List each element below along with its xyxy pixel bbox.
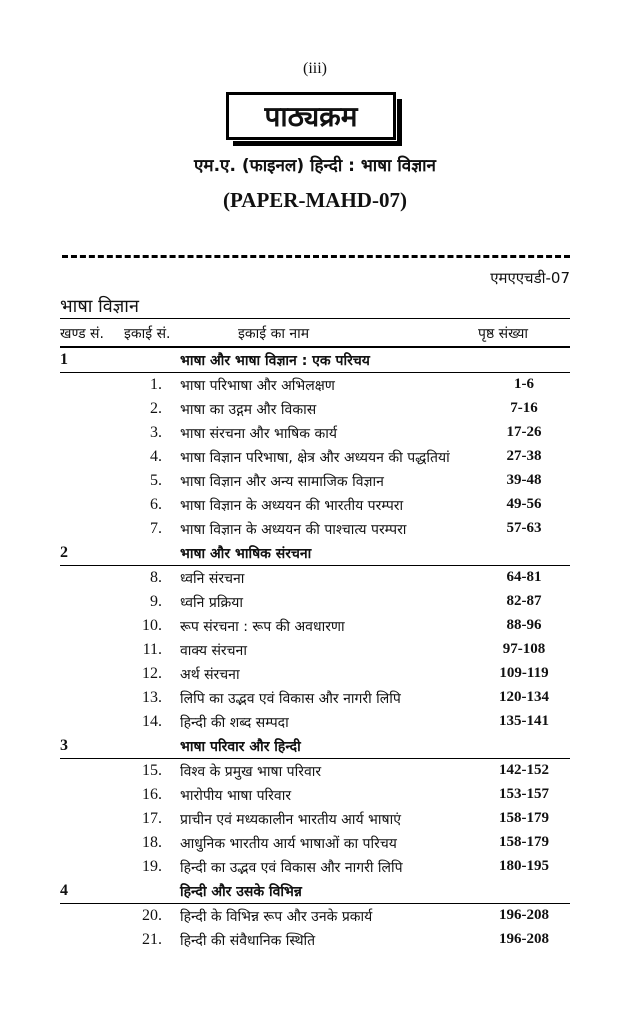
unit-number: 1. <box>150 376 162 393</box>
unit-name: हिन्दी की संवैधानिक स्थिति <box>180 933 316 949</box>
unit-row <box>60 831 570 855</box>
unit-pages: 64-81 <box>506 569 542 585</box>
unit-pages: 158-179 <box>499 834 549 850</box>
khand-row <box>60 541 570 566</box>
unit-name: लिपि का उद्भव एवं विकास और नागरी लिपि <box>180 691 401 707</box>
unit-number: 2. <box>150 400 162 417</box>
column-headers <box>60 324 570 346</box>
unit-pages: 196-208 <box>499 907 549 923</box>
unit-row <box>60 373 570 397</box>
khand-title: भाषा और भाषा विज्ञान : एक परिचय <box>180 353 370 369</box>
subtitle: एम.ए. (फाइनल) हिन्दी : भाषा विज्ञान <box>194 156 436 176</box>
unit-name: ध्वनि संरचना <box>180 571 245 587</box>
unit-pages: 1-6 <box>514 376 534 392</box>
unit-row <box>60 469 570 493</box>
unit-name: वाक्य संरचना <box>180 643 247 659</box>
unit-name: भाषा परिभाषा और अभिलक्षण <box>180 378 335 394</box>
khand-number: 2 <box>60 544 68 561</box>
unit-pages: 27-38 <box>506 448 542 464</box>
col-ikai-no: इकाई सं. <box>124 326 171 342</box>
paper-code: (PAPER-MAHD-07) <box>223 188 407 212</box>
title-box <box>226 92 396 140</box>
unit-pages: 109-119 <box>499 665 549 681</box>
unit-number: 10. <box>142 617 162 634</box>
unit-pages: 135-141 <box>499 713 549 729</box>
unit-name: भाषा विज्ञान और अन्य सामाजिक विज्ञान <box>180 474 384 490</box>
unit-number: 6. <box>150 496 162 513</box>
unit-name: भाषा विज्ञान के अध्ययन की पाश्चात्य परम्परा <box>180 522 407 538</box>
khand-title: हिन्दी और उसके विभिन्न <box>180 884 302 900</box>
unit-pages: 180-195 <box>499 858 549 874</box>
unit-number: 4. <box>150 448 162 465</box>
unit-number: 3. <box>150 424 162 441</box>
unit-row <box>60 904 570 928</box>
unit-pages: 57-63 <box>506 520 542 536</box>
unit-row <box>60 686 570 710</box>
unit-pages: 142-152 <box>499 762 549 778</box>
unit-row <box>60 397 570 421</box>
header-rule-top <box>60 318 570 319</box>
unit-pages: 17-26 <box>506 424 542 440</box>
unit-name: भाषा विज्ञान परिभाषा, क्षेत्र और अध्ययन की पद्धतियां <box>180 450 450 466</box>
unit-pages: 196-208 <box>499 931 549 947</box>
unit-row <box>60 710 570 734</box>
unit-pages: 88-96 <box>506 617 542 633</box>
unit-name: अर्थ संरचना <box>180 667 240 683</box>
unit-pages: 39-48 <box>506 472 542 488</box>
col-ikai-name: इकाई का नाम <box>238 326 310 342</box>
unit-name: प्राचीन एवं मध्यकालीन भारतीय आर्य भाषाएं <box>180 812 401 828</box>
col-khand: खण्ड सं. <box>60 326 104 342</box>
unit-name: रूप संरचना : रूप की अवधारणा <box>180 619 345 635</box>
unit-name: भारोपीय भाषा परिवार <box>180 788 292 804</box>
khand-number: 4 <box>60 882 68 899</box>
unit-pages: 120-134 <box>499 689 549 705</box>
khand-number: 3 <box>60 737 68 754</box>
khand-number: 1 <box>60 351 68 368</box>
unit-row <box>60 855 570 879</box>
page-title: पाठ्यक्रम <box>264 100 358 133</box>
dashed-divider <box>62 255 570 258</box>
khand-title: भाषा परिवार और हिन्दी <box>180 739 301 755</box>
unit-row <box>60 783 570 807</box>
unit-row <box>60 807 570 831</box>
unit-row <box>60 928 570 952</box>
unit-number: 16. <box>142 786 162 803</box>
khand-row <box>60 734 570 759</box>
unit-number: 9. <box>150 593 162 610</box>
unit-number: 12. <box>142 665 162 682</box>
unit-name: हिन्दी का उद्भव एवं विकास और नागरी लिपि <box>180 860 403 876</box>
unit-pages: 97-108 <box>502 641 546 657</box>
khand-row <box>60 348 570 373</box>
unit-name: भाषा संरचना और भाषिक कार्य <box>180 426 337 442</box>
unit-pages: 158-179 <box>499 810 549 826</box>
section-title: भाषा विज्ञान <box>60 296 139 317</box>
unit-pages: 82-87 <box>506 593 542 609</box>
course-code: एमएएचडी-07 <box>490 269 570 287</box>
unit-row <box>60 493 570 517</box>
unit-number: 14. <box>142 713 162 730</box>
unit-row <box>60 614 570 638</box>
unit-row <box>60 445 570 469</box>
unit-name: ध्वनि प्रक्रिया <box>180 595 243 611</box>
unit-name: विश्व के प्रमुख भाषा परिवार <box>180 764 322 780</box>
unit-row <box>60 590 570 614</box>
unit-name: भाषा विज्ञान के अध्ययन की भारतीय परम्परा <box>180 498 404 514</box>
col-page: पृष्ठ संख्या <box>478 326 529 342</box>
unit-name: हिन्दी की शब्द सम्पदा <box>180 715 289 731</box>
unit-number: 19. <box>142 858 162 875</box>
unit-pages: 49-56 <box>506 496 542 512</box>
unit-name: भाषा का उद्गम और विकास <box>180 402 317 418</box>
unit-number: 11. <box>142 641 162 658</box>
khand-row <box>60 879 570 904</box>
unit-name: हिन्दी के विभिन्न रूप और उनके प्रकार्य <box>180 909 373 925</box>
khand-title: भाषा और भाषिक संरचना <box>180 546 312 562</box>
unit-number: 7. <box>150 520 162 537</box>
unit-number: 20. <box>142 907 162 924</box>
page-number: (iii) <box>303 60 327 77</box>
unit-number: 15. <box>142 762 162 779</box>
unit-number: 13. <box>142 689 162 706</box>
unit-number: 8. <box>150 569 162 586</box>
unit-pages: 153-157 <box>499 786 549 802</box>
unit-row <box>60 566 570 590</box>
unit-number: 18. <box>142 834 162 851</box>
unit-row <box>60 638 570 662</box>
unit-row <box>60 421 570 445</box>
unit-number: 5. <box>150 472 162 489</box>
unit-row <box>60 759 570 783</box>
syllabus-table <box>60 348 570 952</box>
unit-pages: 7-16 <box>510 400 538 416</box>
unit-name: आधुनिक भारतीय आर्य भाषाओं का परिचय <box>180 836 397 852</box>
unit-row <box>60 517 570 541</box>
unit-number: 17. <box>142 810 162 827</box>
unit-number: 21. <box>142 931 162 948</box>
unit-row <box>60 662 570 686</box>
